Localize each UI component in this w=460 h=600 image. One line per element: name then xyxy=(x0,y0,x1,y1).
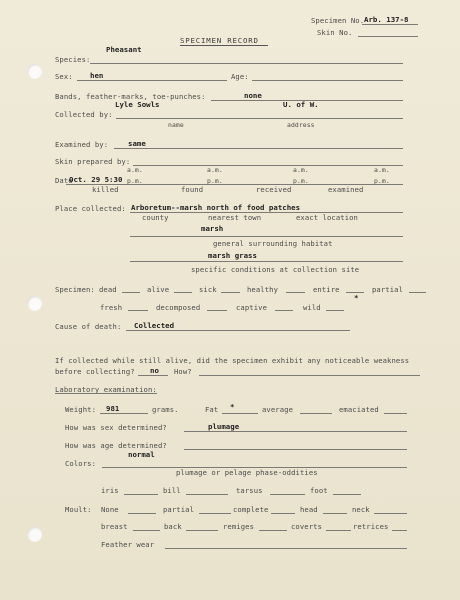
skin-no-label: Skin No. xyxy=(317,28,353,37)
sex-value: hen xyxy=(90,71,104,80)
moult-back: back xyxy=(164,522,182,531)
weakness-answer: no xyxy=(150,366,159,375)
fresh-option: fresh xyxy=(100,303,123,312)
examined-by-value: same xyxy=(128,139,146,148)
moult-neck: neck xyxy=(352,505,370,514)
examined-by-label: Examined by: xyxy=(55,140,109,149)
feather-wear-label: Feather wear xyxy=(101,540,155,549)
killed-caption: killed xyxy=(92,185,119,194)
am-label: a.m. xyxy=(127,166,143,174)
bands-value: none xyxy=(244,91,262,100)
dead-option: dead xyxy=(99,285,117,294)
cause-of-death-value: Collected xyxy=(134,321,175,330)
date-value: Oct. 29 5:30 xyxy=(69,175,123,184)
species-label: Species: xyxy=(55,55,91,64)
moult-retrices: retrices xyxy=(353,522,389,531)
bill-label: bill xyxy=(163,486,181,495)
specimen-no-value: Arb. 137-8 xyxy=(364,15,409,24)
entire-check-mark: * xyxy=(354,293,359,302)
moult-partial: partial xyxy=(163,505,194,514)
weight-value: 981 xyxy=(106,404,120,413)
weakness-question: If collected while still alive, did the specimen exhibit any noticeable weakness xyxy=(55,356,410,365)
grams-label: grams. xyxy=(152,405,179,414)
conditions-value: marsh grass xyxy=(208,251,257,260)
weight-label: Weight: xyxy=(65,405,96,414)
weakness-question-cont: before collecting? xyxy=(55,367,135,376)
examined-caption: examined xyxy=(328,185,364,194)
moult-remiges: remiges xyxy=(223,522,254,531)
sex-label: Sex: xyxy=(55,72,73,81)
pm-label: p.m. xyxy=(374,177,390,185)
habitat-caption: general surrounding habitat xyxy=(213,239,333,248)
am-label: a.m. xyxy=(374,166,390,174)
specimen-no-label: Specimen No. xyxy=(311,16,365,25)
lab-exam-label: Laboratory examination: xyxy=(55,385,157,394)
colors-value: normal xyxy=(128,450,155,459)
average-label: average xyxy=(262,405,293,414)
habitat-value: marsh xyxy=(201,224,224,233)
am-label: a.m. xyxy=(207,166,223,174)
pm-label: p.m. xyxy=(127,177,143,185)
punch-hole xyxy=(27,527,42,542)
bands-label: Bands, feather-marks, toe-punches: xyxy=(55,92,206,101)
how-label: How? xyxy=(174,367,192,376)
found-caption: found xyxy=(181,185,204,194)
moult-none: None xyxy=(101,505,119,514)
tarsus-label: tarsus xyxy=(236,486,263,495)
specimen-label: Specimen: xyxy=(55,285,95,294)
exact-location-caption: exact location xyxy=(296,213,358,222)
address-caption: address xyxy=(287,121,315,129)
alive-option: alive xyxy=(147,285,170,294)
entire-option: entire xyxy=(313,285,340,294)
sex-determined-answer: plumage xyxy=(208,422,240,431)
fat-label: Fat xyxy=(205,405,219,414)
collector-name: Lyle Sowls xyxy=(115,100,160,109)
date-label: Date xyxy=(55,176,73,185)
am-label: a.m. xyxy=(293,166,309,174)
species-value: Pheasant xyxy=(106,45,142,54)
collector-address: U. of W. xyxy=(283,100,319,109)
partial-option: partial xyxy=(372,285,403,294)
moult-label: Moult: xyxy=(65,505,92,514)
cause-of-death-label: Cause of death: xyxy=(55,322,122,331)
county-caption: county xyxy=(142,213,169,222)
pm-label: p.m. xyxy=(293,177,309,185)
nearest-town-caption: nearest town xyxy=(208,213,262,222)
fat-mark: * xyxy=(230,402,235,411)
age-determined-question: How was age determined? xyxy=(65,441,167,450)
captive-option: captive xyxy=(236,303,267,312)
healthy-option: healthy xyxy=(247,285,278,294)
skin-prepared-label: Skin prepared by: xyxy=(55,157,131,166)
iris-label: iris xyxy=(101,486,119,495)
decomposed-option: decomposed xyxy=(156,303,201,312)
moult-breast: breast xyxy=(101,522,128,531)
age-label: Age: xyxy=(231,72,249,81)
wild-option: wild xyxy=(303,303,321,312)
received-caption: received xyxy=(256,185,292,194)
moult-head: head xyxy=(300,505,318,514)
sex-determined-question: How was sex determined? xyxy=(65,423,167,432)
colors-label: Colors: xyxy=(65,459,96,468)
emaciated-label: emaciated xyxy=(339,405,379,414)
moult-coverts: coverts xyxy=(291,522,322,531)
place-value: Arboretum--marsh north of food patches xyxy=(131,203,301,212)
place-label: Place collected: xyxy=(55,204,126,213)
plumage-caption: plumage or pelage phase-oddities xyxy=(176,468,318,477)
moult-complete: complete xyxy=(233,505,269,514)
punch-hole xyxy=(27,296,42,311)
foot-label: foot xyxy=(310,486,328,495)
collected-by-label: Collected by: xyxy=(55,110,113,119)
name-caption: name xyxy=(168,121,184,129)
sick-option: sick xyxy=(199,285,217,294)
punch-hole xyxy=(27,64,42,79)
page-title: SPECIMEN RECORD xyxy=(180,36,259,45)
conditions-caption: specific conditions at collection site xyxy=(191,265,360,274)
pm-label: p.m. xyxy=(207,177,223,185)
